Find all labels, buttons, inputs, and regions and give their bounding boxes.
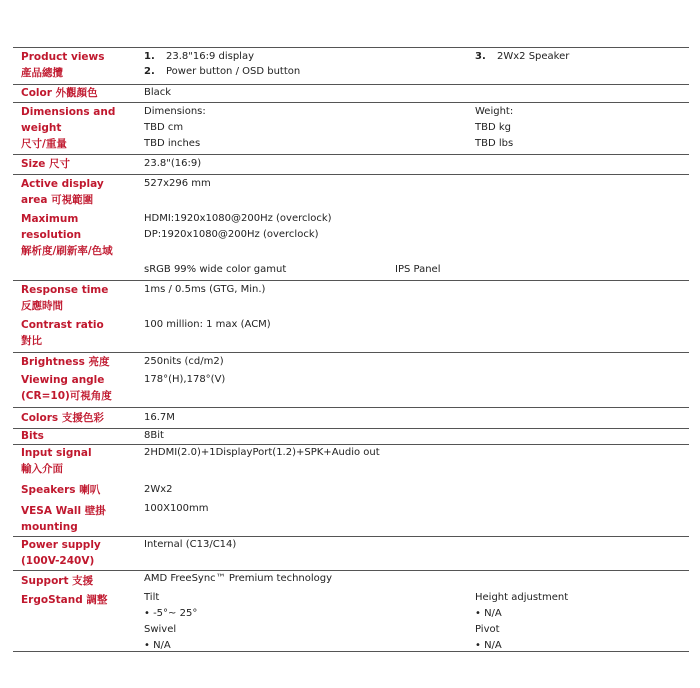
brightness-label: Brightness 亮度: [21, 356, 110, 368]
contrast-label: Contrast ratio 對比: [21, 319, 104, 347]
row-size: [13, 155, 689, 175]
color-label: Color 外觀顏色: [21, 87, 98, 99]
row-bits: [13, 429, 689, 445]
response-time-label: Response time 反應時間: [21, 284, 109, 312]
row-product-views: [13, 47, 689, 85]
vesa-label: VESA Wall 壁掛 mounting: [21, 505, 106, 533]
panel-type-value: IPS Panel: [395, 264, 441, 275]
weight-values: Weight: TBD kg TBD lbs: [475, 106, 514, 149]
input-signal-value: 2HDMI(2.0)+1DisplayPort(1.2)+SPK+Audio out: [144, 447, 380, 458]
row-support-ergo: [13, 571, 689, 652]
row-dimensions: [13, 103, 689, 155]
active-area-label: Active display area 可視範圍: [21, 178, 104, 206]
row-response-contrast: [13, 281, 689, 353]
row-brightness-viewing: [13, 353, 689, 408]
product-view-item-2: 2. Power button / OSD button: [144, 66, 301, 77]
colors-value: 16.7M: [144, 412, 175, 423]
contrast-value: 100 million: 1 max (ACM): [144, 319, 271, 330]
support-label: Support 支援: [21, 575, 94, 587]
bits-label: Bits: [21, 430, 44, 442]
dimensions-values: Dimensions: TBD cm TBD inches: [144, 106, 206, 149]
active-area-value: 527x296 mm: [144, 178, 211, 189]
color-gamut-value: sRGB 99% wide color gamut: [144, 264, 287, 275]
product-view-item-3: 3. 2Wx2 Speaker: [475, 51, 570, 62]
support-value: AMD FreeSync™ Premium technology: [144, 573, 333, 584]
speakers-value: 2Wx2: [144, 484, 173, 495]
row-colors: [13, 408, 689, 429]
row-active-area-resolution: [13, 175, 689, 281]
power-value: Internal (C13/C14): [144, 539, 237, 550]
ergo-tilt: Tilt • -5°~ 25° Swivel • N/A: [144, 592, 198, 651]
ergo-height: Height adjustment • N/A Pivot • N/A: [475, 592, 569, 651]
product-view-item-1: 1. 23.8"16:9 display: [144, 51, 255, 62]
row-color: [13, 85, 689, 103]
resolution-values: HDMI:1920x1080@200Hz (overclock) DP:1920x1080@200Hz (overclock): [144, 213, 332, 240]
viewing-angle-value: 178°(H),178°(V): [144, 374, 226, 385]
input-signal-label: Input signal 輸入介面: [21, 447, 92, 475]
spec-sheet: [13, 47, 689, 652]
response-time-value: 1ms / 0.5ms (GTG, Min.): [144, 284, 266, 295]
resolution-label: Maximum resolution 解析度/刷新率/色域: [21, 213, 113, 257]
colors-label: Colors 支援色彩: [21, 412, 104, 424]
vesa-value: 100X100mm: [144, 503, 209, 514]
product-views-label: [21, 49, 105, 81]
size-value: 23.8"(16:9): [144, 158, 202, 169]
row-power: [13, 537, 689, 571]
power-label: Power supply (100V-240V): [21, 539, 101, 567]
dimensions-label: Dimensions and weight 尺寸/重量: [21, 106, 116, 150]
product-views-label-en: Product views: [21, 51, 105, 63]
product-views-label-zh: 產品總攬: [21, 67, 63, 79]
color-value: Black: [144, 87, 172, 98]
viewing-angle-label: Viewing angle (CR=10)可視角度: [21, 374, 112, 402]
row-input-speakers-vesa: [13, 445, 689, 537]
brightness-value: 250nits (cd/m2): [144, 356, 224, 367]
ergostand-label: ErgoStand 調整: [21, 594, 108, 606]
speakers-label: Speakers 喇叭: [21, 484, 101, 496]
bits-value: 8Bit: [144, 430, 164, 441]
size-label: Size 尺寸: [21, 158, 71, 170]
